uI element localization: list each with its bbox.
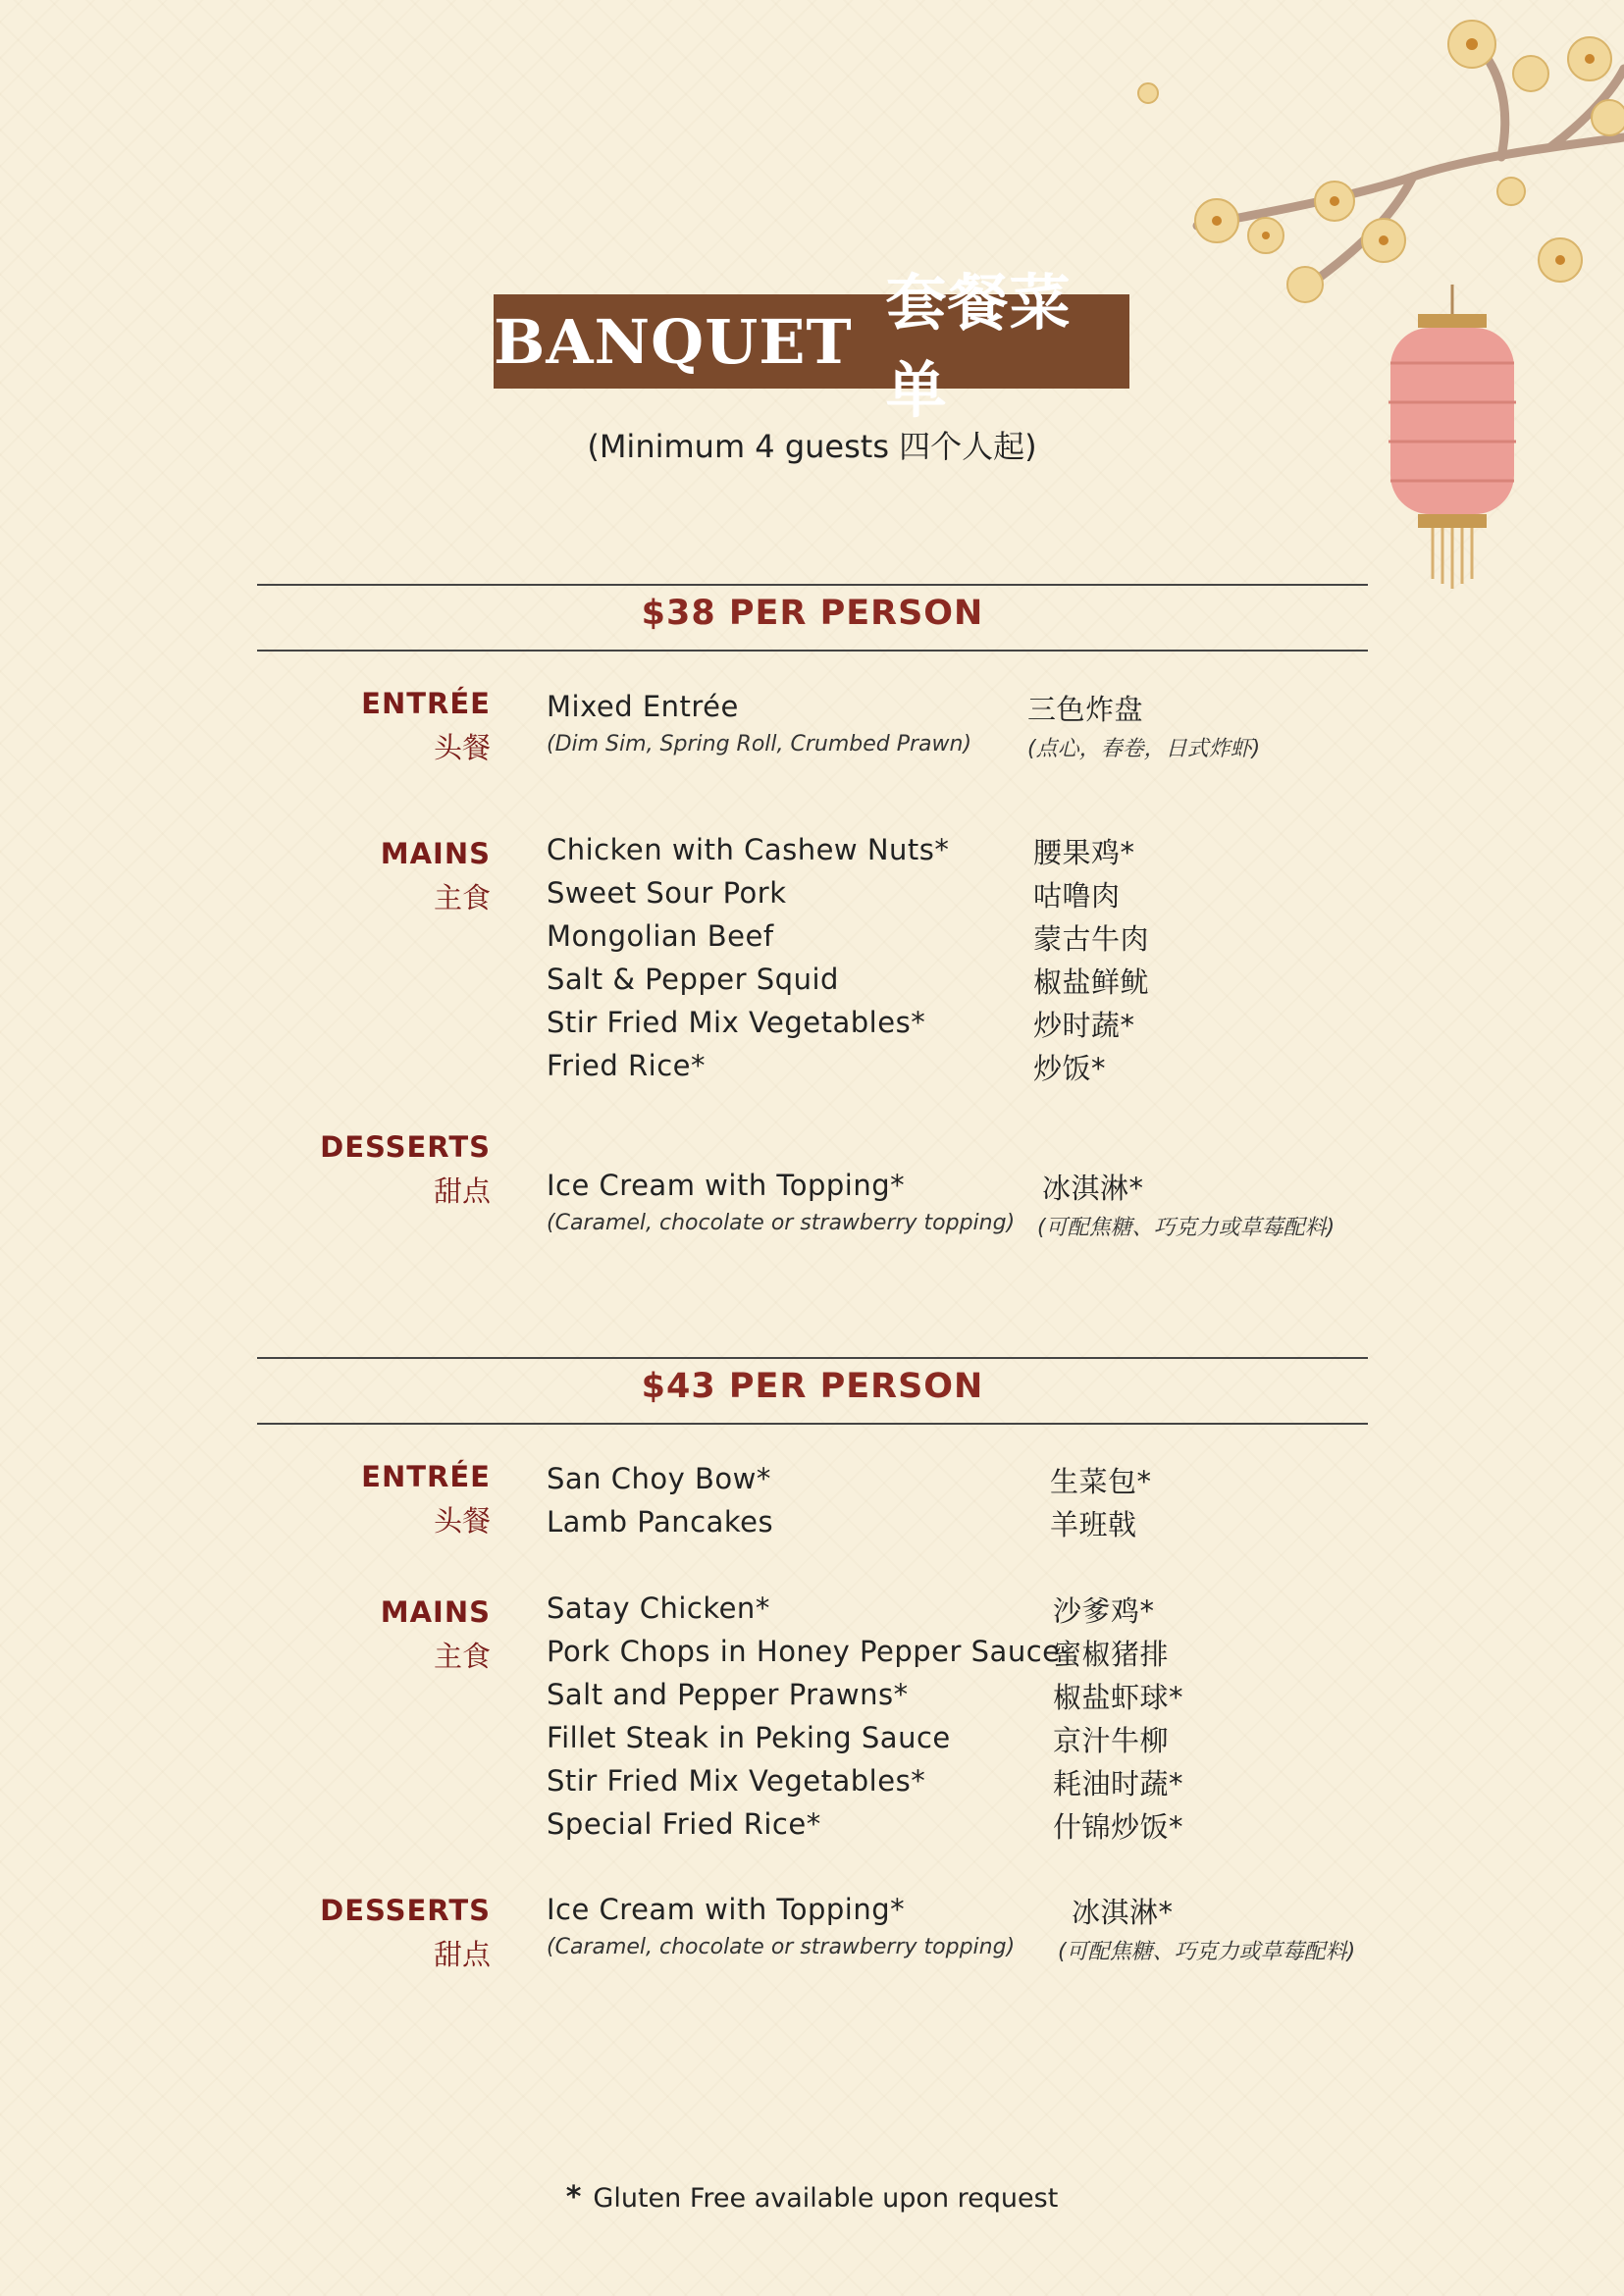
section-rule-bottom xyxy=(257,1423,1368,1425)
menu-item-note-zh: (可配焦糖、巧克力或草莓配料) xyxy=(1037,1216,1336,1240)
menu-item-en: Fried Rice* xyxy=(547,1049,707,1082)
menu-item-note-zh: (可配焦糖、巧克力或草莓配料) xyxy=(1058,1940,1356,1964)
menu-item-zh: 蜜椒猪排 xyxy=(1053,1638,1170,1671)
menu-item-zh: 生菜包* xyxy=(1050,1465,1152,1498)
category-entree-en: ENTRÉE xyxy=(361,1460,491,1493)
menu-item-en: Salt & Pepper Squid xyxy=(547,963,839,996)
menu-item-en: Salt and Pepper Prawns* xyxy=(547,1678,909,1711)
menu-item-zh: 椒盐鲜鱿 xyxy=(1033,965,1150,999)
menu-item-en: Ice Cream with Topping* xyxy=(547,1893,906,1926)
menu-item-zh: 羊班戟 xyxy=(1050,1508,1137,1541)
menu-item-en: Sweet Sour Pork xyxy=(547,876,787,910)
menu-item-note-en: (Caramel, chocolate or strawberry topping) xyxy=(547,1935,1016,1959)
menu-item-en: San Choy Bow* xyxy=(547,1462,771,1495)
footnote-text: Gluten Free available upon request xyxy=(593,2183,1059,2214)
price-heading-38: $38 PER PERSON xyxy=(641,594,984,633)
menu-item-zh: 冰淇淋* xyxy=(1072,1896,1174,1929)
minimum-guests-note: (Minimum 4 guests 四个人起) xyxy=(587,428,1037,465)
menu-title-zh: 套餐菜单 xyxy=(885,267,1072,426)
section-rule-bottom xyxy=(257,650,1368,652)
menu-item-zh: 椒盐虾球* xyxy=(1053,1681,1184,1714)
price-heading-43: $43 PER PERSON xyxy=(641,1367,984,1406)
menu-item-zh: 腰果鸡* xyxy=(1033,836,1135,869)
category-entree-zh: 头餐 xyxy=(433,1504,491,1538)
menu-item-en: Special Fried Rice* xyxy=(547,1807,821,1841)
menu-item-en: Pork Chops in Honey Pepper Sauce xyxy=(547,1635,1061,1668)
menu-item-zh: 沙爹鸡* xyxy=(1053,1594,1155,1628)
menu-item-en: Mongolian Beef xyxy=(547,919,774,953)
menu-item-en: Lamb Pancakes xyxy=(547,1505,774,1539)
gluten-free-footnote xyxy=(0,2180,1624,2215)
category-mains-zh: 主食 xyxy=(433,881,491,914)
category-mains-zh: 主食 xyxy=(433,1640,491,1673)
menu-item-zh: 耗油时蔬* xyxy=(1053,1767,1184,1800)
menu-item-en: Mixed Entrée xyxy=(547,690,739,723)
menu-item-zh: 咕噜肉 xyxy=(1033,879,1121,913)
menu-title-en: BANQUET xyxy=(494,305,853,378)
menu-item-note-en: (Caramel, chocolate or strawberry topping) xyxy=(547,1211,1016,1235)
menu-item-en: Satay Chicken* xyxy=(547,1592,770,1625)
menu-item-zh: 冰淇淋* xyxy=(1042,1172,1144,1205)
menu-item-en: Stir Fried Mix Vegetables* xyxy=(547,1006,926,1039)
category-desserts-zh: 甜点 xyxy=(433,1938,491,1971)
menu-item-note-en: (Dim Sim, Spring Roll, Crumbed Prawn) xyxy=(547,732,972,757)
category-entree-zh: 头餐 xyxy=(433,731,491,764)
section-rule-top xyxy=(257,584,1368,586)
section-rule-top xyxy=(257,1357,1368,1359)
category-desserts-en: DESSERTS xyxy=(320,1130,491,1164)
menu-item-zh: 炒饭* xyxy=(1033,1052,1107,1085)
category-mains-en: MAINS xyxy=(380,837,491,870)
menu-item-en: Ice Cream with Topping* xyxy=(547,1169,906,1202)
category-desserts-en: DESSERTS xyxy=(320,1894,491,1927)
category-desserts-zh: 甜点 xyxy=(433,1174,491,1208)
menu-item-zh: 三色炸盘 xyxy=(1027,693,1144,726)
menu-item-zh: 炒时蔬* xyxy=(1033,1009,1135,1042)
menu-item-zh: 蒙古牛肉 xyxy=(1033,922,1150,956)
menu-item-en: Stir Fried Mix Vegetables* xyxy=(547,1764,926,1798)
category-entree-en: ENTRÉE xyxy=(361,687,491,720)
menu-item-note-zh: (点心，春卷，日式炸虾) xyxy=(1027,737,1261,761)
menu-item-zh: 什锦炒饭* xyxy=(1053,1810,1184,1844)
menu-item-en: Chicken with Cashew Nuts* xyxy=(547,833,950,866)
menu-item-en: Fillet Steak in Peking Sauce xyxy=(547,1721,951,1754)
footnote-asterisk: * xyxy=(565,2180,582,2215)
category-mains-en: MAINS xyxy=(380,1595,491,1629)
menu-item-zh: 京汁牛柳 xyxy=(1053,1724,1170,1757)
menu-title xyxy=(494,267,1129,426)
